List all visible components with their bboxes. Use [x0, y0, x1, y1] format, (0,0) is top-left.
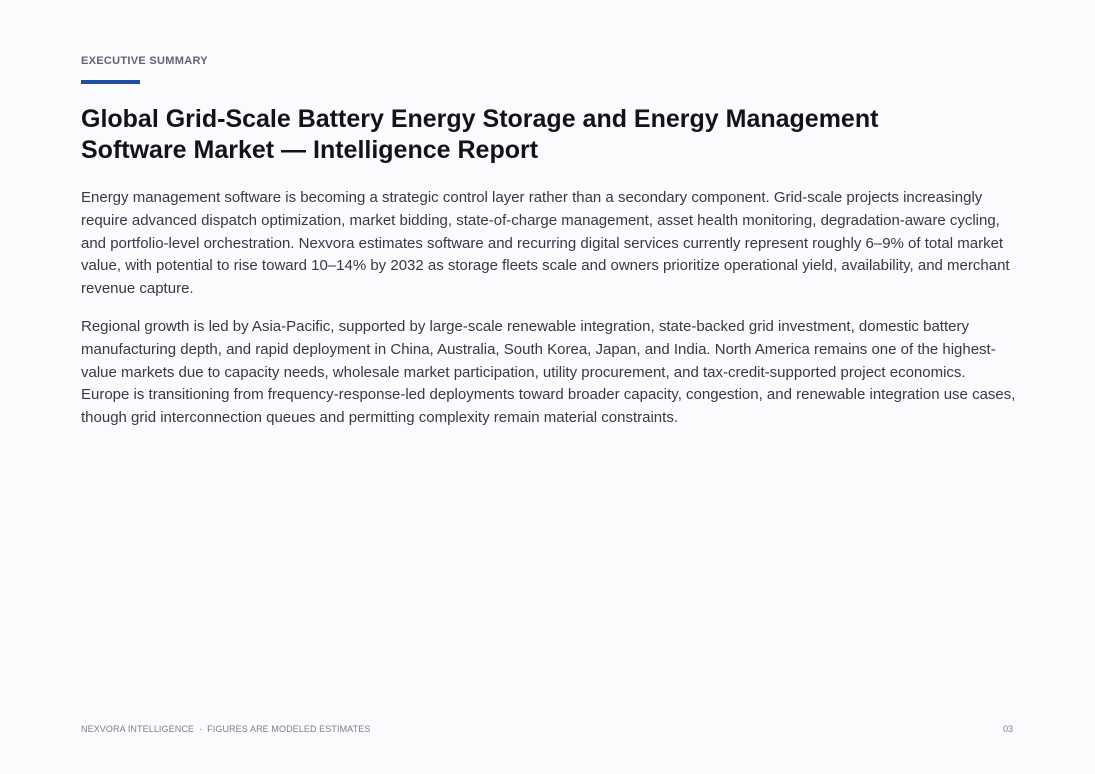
section-eyebrow: EXECUTIVE SUMMARY — [81, 55, 208, 67]
page-number: 03 — [1002, 724, 1013, 734]
footer-note: FIGURES ARE MODELED ESTIMATES — [207, 724, 371, 734]
footer-caption — [81, 724, 370, 734]
page-title: Global Grid-Scale Battery Energy Storage and Energy Management Software Market — Intelligence Report — [81, 105, 879, 164]
footer-brand: NEXVORA INTELLIGENCE — [81, 724, 195, 734]
accent-rule — [81, 80, 140, 84]
footer-separator: · — [199, 724, 203, 734]
summary-paragraph-2: Regional growth is led by Asia-Pacific, supported by large-scale renewable integration, state-backed grid investment, domestic battery manufacturing depth, and rapid deployment in China, Australia, South Korea, Japan, and India. North America remains one of the highest-value markets due to capacity needs, wholesale market participation, utility procurement, and tax-credit-supported project economics. Europe is transitioning from frequency-response-led deployments toward broader capacity, congestion, and renewable integration use cases, though grid interconnection queues and permitting complexity remain material constraints. — [81, 318, 1016, 427]
summary-paragraph-1: Energy management software is becoming a strategic control layer rather than a secondary component. Grid-scale projects increasingly require advanced dispatch optimization, market bidding, state-of-charge management, asset health monitoring, degradation-aware cycling, and portfolio-level orchestration. Nexvora estimates software and recurring digital services currently represent roughly 6–9% of total market value, with potential to rise toward 10–14% by 2032 as storage fleets scale and owners prioritize operational yield, availability, and merchant revenue capture. — [81, 189, 1010, 298]
